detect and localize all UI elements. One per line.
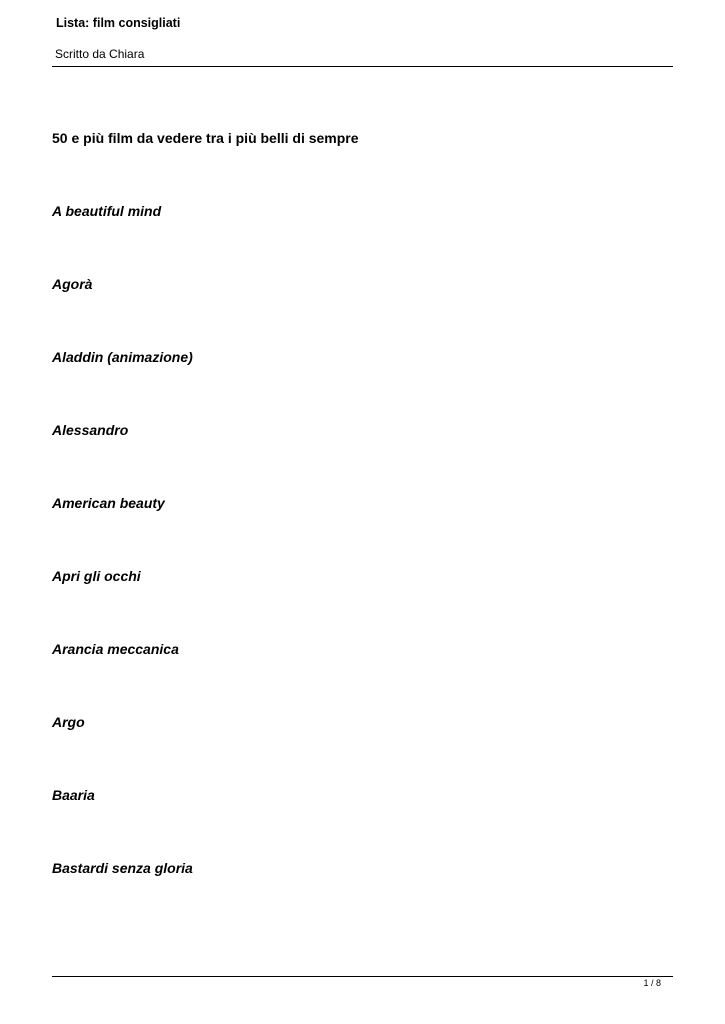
film-item: Baaria [52, 787, 95, 803]
article-heading: 50 e più film da vedere tra i più belli di sempre [52, 130, 359, 146]
film-item: American beauty [52, 495, 165, 511]
film-item: Agorà [52, 276, 93, 292]
page-header [52, 0, 673, 67]
film-list [52, 203, 193, 933]
film-item: Alessandro [52, 422, 129, 438]
film-item: Aladdin (animazione) [52, 349, 193, 365]
film-item: Arancia meccanica [52, 641, 179, 657]
film-item: Argo [52, 714, 85, 730]
film-item: Apri gli occhi [52, 568, 141, 584]
document-author: Scritto da Chiara [55, 47, 145, 61]
document-title: Lista: film consigliati [56, 16, 181, 30]
page-footer [52, 976, 673, 988]
film-item: A beautiful mind [52, 203, 162, 219]
film-item: Bastardi senza gloria [52, 860, 193, 876]
page-number: 1 / 8 [643, 978, 661, 988]
